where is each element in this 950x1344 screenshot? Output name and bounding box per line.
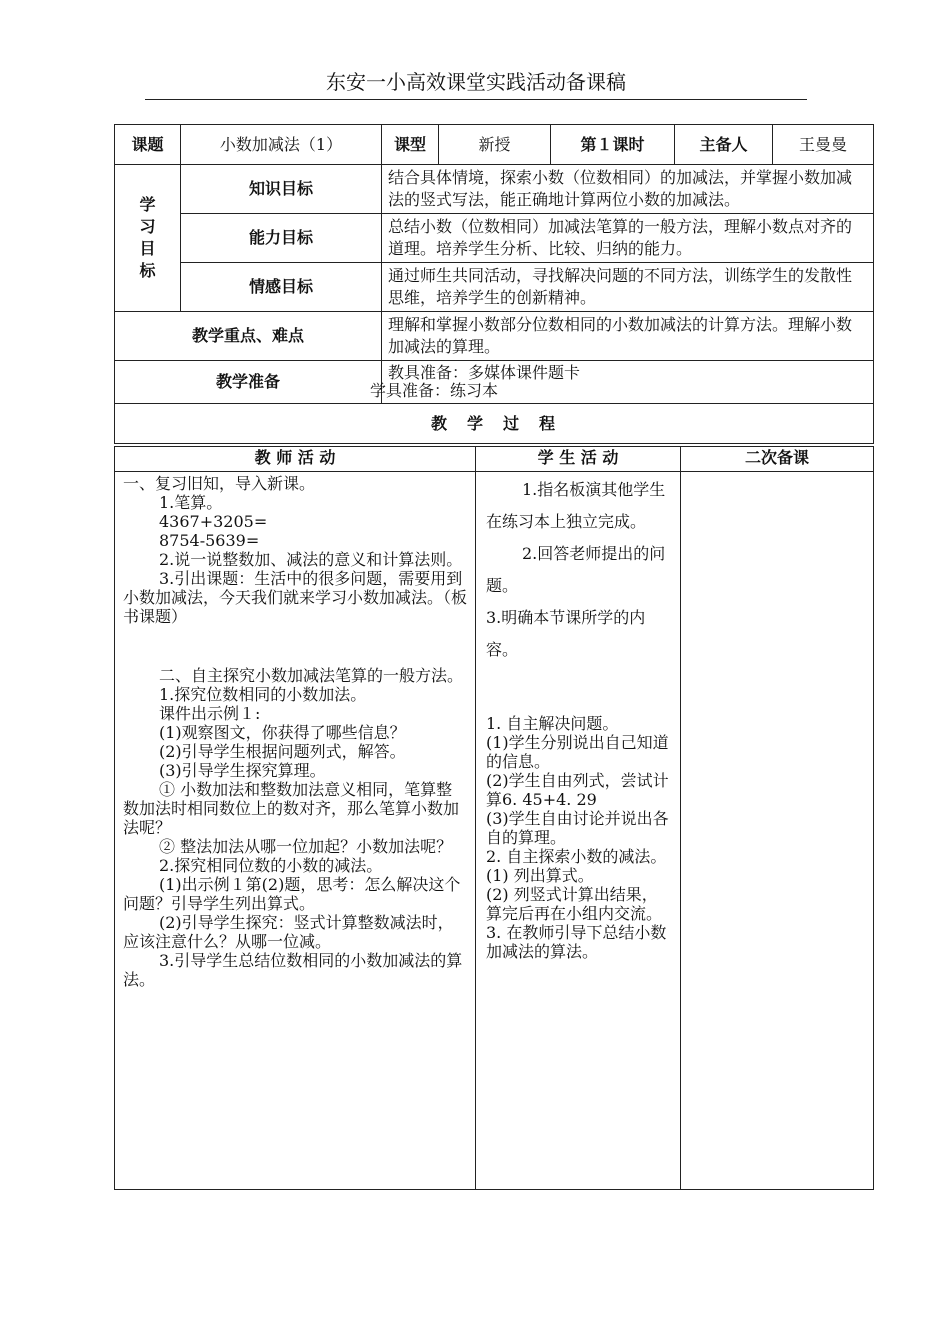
process-table — [114, 446, 874, 1190]
key-points-label: 教学重点、难点 — [115, 312, 382, 361]
objectives-label-char: 目 — [139, 239, 156, 258]
teacher-activity-cell — [115, 472, 476, 1190]
student-line: (2)学生自由列式，尝试计算6. 45+4. 29 — [486, 771, 669, 809]
preparer-value: 王曼曼 — [773, 125, 874, 165]
objectives-label-char: 学 — [139, 195, 156, 214]
teacher-line: 1.探究位数相同的小数加法。 — [159, 685, 367, 704]
teacher-line: (1)观察图文，你获得了哪些信息？ — [159, 723, 406, 742]
teacher-line: (3)引导学生探究算理。 — [159, 761, 326, 780]
objective-emotion-label: 情感目标 — [181, 263, 382, 312]
teacher-line: ② 整法加法从哪一位加起？小数加法呢？ — [159, 837, 453, 856]
teacher-line: (2)引导学生探究：竖式计算整数减法时，应该注意什么？从哪一位减。 — [123, 913, 454, 951]
teacher-line: (1)出示例１第(2)题，思考：怎么解决这个问题？引导学生列出算式。 — [123, 875, 461, 913]
student-line: 1.指名板演其他学生在练习本上独立完成。 — [486, 480, 666, 531]
student-activity-cell — [476, 472, 681, 1190]
teacher-line: 2.说一说整数加、减法的意义和计算法则。 — [159, 550, 463, 569]
prep-teaching-aids: 教具准备：多媒体课件题卡 — [388, 363, 581, 382]
preparer-label: 主备人 — [675, 125, 773, 165]
teacher-line: 二、自主探究小数加减法笔算的一般方法。 — [159, 666, 464, 685]
student-line: 2. 自主探索小数的减法。 — [486, 847, 667, 866]
second-prep-cell — [681, 472, 874, 1190]
type-value: 新授 — [439, 125, 551, 165]
objectives-label-text — [121, 194, 174, 282]
teacher-line: 一、复习旧知，导入新课。 — [123, 474, 316, 493]
objectives-label-char: 习 — [139, 217, 156, 236]
teacher-line: 3.引出课题：生活中的很多问题，需要用到小数加减法，今天我们就来学习小数加减法。（板书课题） — [123, 569, 468, 626]
process-title: 教 学 过 程 — [115, 404, 874, 444]
objectives-label — [115, 165, 181, 312]
teacher-line: (2)引导学生根据问题列式，解答。 — [159, 742, 406, 761]
prep-label: 教学准备 — [115, 361, 382, 404]
student-review-block — [486, 474, 672, 666]
teacher-line: 3.引导学生总结位数相同的小数加减法的算法。 — [123, 951, 463, 989]
student-line: 3.明确本节课所学的内容。 — [486, 608, 646, 659]
teacher-line: 1.笔算。 — [159, 493, 223, 512]
page-header: 东安一小高效课堂实践活动备课稿 — [145, 66, 807, 100]
teacher-line: 8754-5639= — [159, 531, 260, 550]
second-prep-header: 二次备课 — [681, 447, 874, 472]
student-line: 1. 自主解决问题。 — [486, 714, 619, 733]
teacher-line: ① 小数加法和整数加法意义相同，笔算整数加法时相同数位上的数对齐，那么笔算小数加法呢？ — [123, 780, 460, 837]
teacher-line: 4367+3205= — [159, 512, 268, 531]
objective-ability-label: 能力目标 — [181, 214, 382, 263]
spacer — [123, 626, 467, 666]
student-line: (3)学生自由讨论并说出各自的算理。 — [486, 809, 669, 847]
teacher-line: 课件出示例１: — [159, 704, 261, 723]
objective-emotion-text: 通过师生共同活动，寻找解决问题的不同方法，训练学生的发散性思维，培养学生的创新精神。 — [382, 263, 874, 312]
student-explore-block — [486, 714, 672, 961]
objective-knowledge-text: 结合具体情境，探索小数（位数相同）的加减法，并掌握小数加减法的竖式写法，能正确地计算两位小数的加减法。 — [382, 165, 874, 214]
subject-value: 小数加减法（1） — [181, 125, 382, 165]
spacer — [486, 666, 672, 714]
student-line: (1)学生分别说出自己知道的信息。 — [486, 733, 669, 771]
subject-label: 课题 — [115, 125, 181, 165]
teacher-line: 2.探究相同位数的小数的减法。 — [159, 856, 383, 875]
objective-knowledge-label: 知识目标 — [181, 165, 382, 214]
key-points-text: 理解和掌握小数部分位数相同的小数加减法的计算方法。理解小数加减法的算理。 — [382, 312, 874, 361]
type-label: 课型 — [382, 125, 439, 165]
prep-student-aids: 学具准备：练习本 — [370, 381, 499, 400]
student-line: (2) 列竖式计算出结果，算完后再在小组内交流。 — [486, 885, 663, 923]
student-line: (1) 列出算式。 — [486, 866, 594, 885]
student-line: 2.回答老师提出的问题。 — [486, 544, 666, 595]
period-label: 第１课时 — [551, 125, 675, 165]
teacher-activity-header: 教 师 活 动 — [115, 447, 476, 472]
objective-ability-text: 总结小数（位数相同）加减法笔算的一般方法，理解小数点对齐的道理。培养学生分析、比较、归纳的能力。 — [382, 214, 874, 263]
objectives-label-char: 标 — [139, 261, 156, 280]
student-activity-header: 学 生 活 动 — [476, 447, 681, 472]
student-line: 3. 在教师引导下总结小数加减法的算法。 — [486, 923, 667, 961]
prep-text — [370, 361, 874, 404]
lesson-info-table — [114, 124, 874, 444]
